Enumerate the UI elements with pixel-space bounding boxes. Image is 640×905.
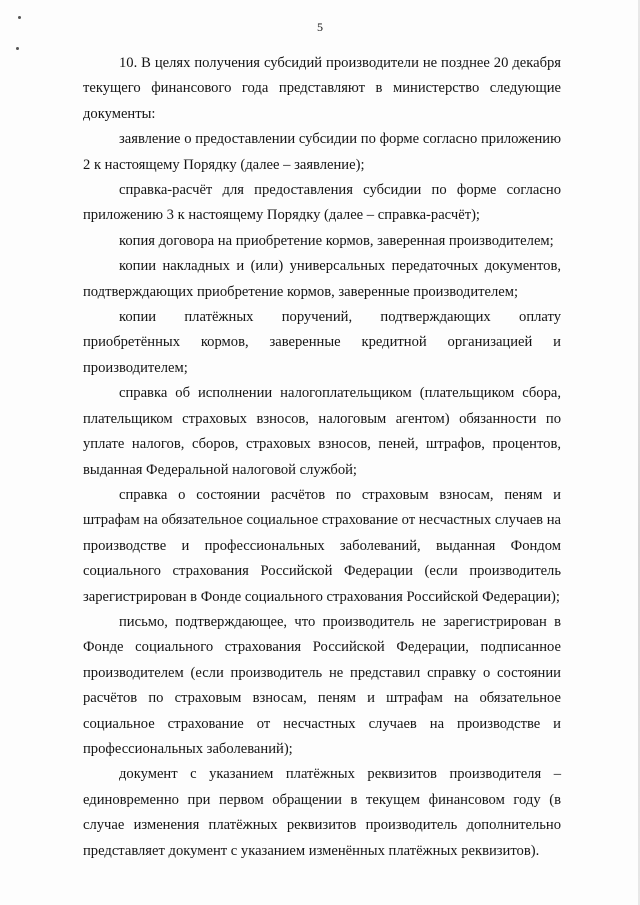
page-number: 5 [317,20,323,34]
paragraph-not-registered-letter: письмо, подтверждающее, что производитель не зарегистрирован в Фонде социального страхования Российской Федерации, подписанное производителем (если производитель не представил справку о состоянии расчётов по страховым взносам, пеням и штрафам на обязательное социальное страхование от несчастных случаев на производстве и профессиональных заболеваний); [83,613,561,757]
document-body [83,51,561,864]
paragraph-item-10-intro: 10. В целях получения субсидий производители не позднее 20 декабря текущего финансового года представляют в министерство следующие документы: [83,55,561,122]
paragraph-calculation-certificate: справка-расчёт для предоставления субсидии по форме согласно приложению 3 к настоящему Порядку (далее – справка-расчёт); [83,182,561,224]
paragraph-invoice-copies: копии накладных и (или) универсальных передаточных документов, подтверждающих приобретение кормов, заверенные производителем; [83,258,561,300]
paragraph-payment-details: документ с указанием платёжных реквизитов производителя – единовременно при первом обращении в текущем финансовом году (в случае изменения платёжных реквизитов производитель дополнительно представляет документ с указанием изменённых платёжных реквизитов). [83,766,561,859]
paragraph-feed-contract-copy: копия договора на приобретение кормов, заверенная производителем; [119,232,554,249]
scan-artifact-dot [18,16,21,19]
paragraph-insurance-certificate: справка о состоянии расчётов по страховым взносам, пеням и штрафам на обязательное социальное страхование от несчастных случаев на производстве и профессиональных заболеваний, выданная Фондом социального страхования Российской Федерации (если производитель зарегистрирован в Фонде социального страхования Российской Федерации); [83,486,561,605]
paragraph-application: заявление о предоставлении субсидии по форме согласно приложению 2 к настоящему Порядку (далее – заявление); [83,131,561,173]
paragraph-payment-orders: копии платёжных поручений, подтверждающих оплату приобретённых кормов, заверенные кредитной организацией и производителем; [83,309,561,376]
scan-artifact-dot [16,47,19,50]
paragraph-tax-certificate: справка об исполнении налогоплательщиком (плательщиком сбора, плательщиком страховых взносов, налоговым агентом) обязанности по уплате налогов, сборов, страховых взносов, пеней, штрафов, процентов, выданная Федеральной налоговой службой; [83,385,561,478]
